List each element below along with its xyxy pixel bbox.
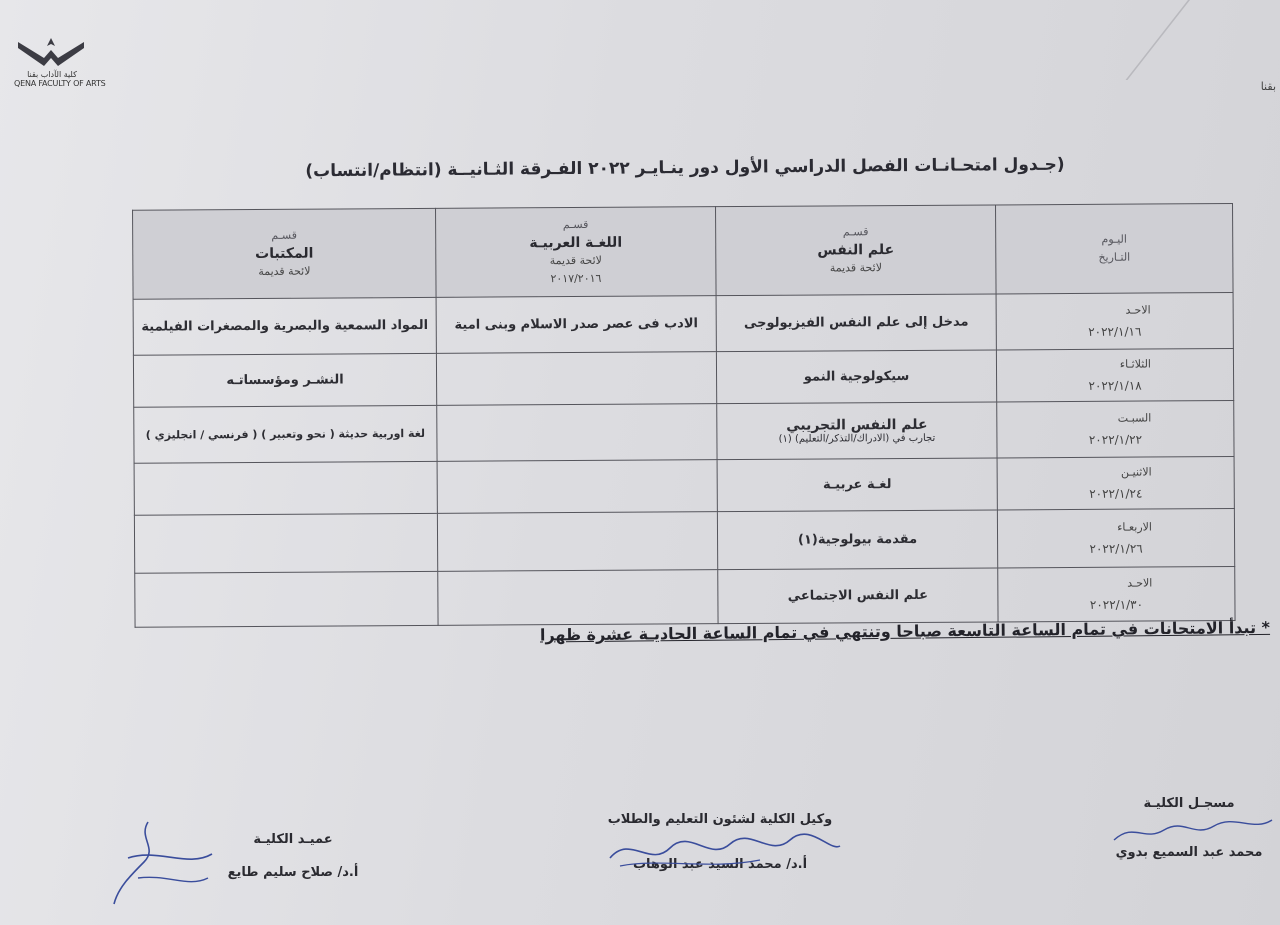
- registrar-signature-icon: [1104, 812, 1274, 852]
- corner-text: بقنا: [1260, 80, 1276, 93]
- table-header-row: [133, 204, 1234, 300]
- dean-signature-block: [208, 832, 378, 880]
- document-title: (جـدول امتحـانـات الفصل الدراسي الأول دور ينـايـر ٢٠٢٢ الفـرقة الثـانيــة (انتظام/انتساب): [305, 154, 1065, 182]
- arabic-course: [438, 570, 718, 626]
- table-row: [134, 400, 1234, 463]
- vice-dean-signature-block: [590, 812, 850, 872]
- header-libraries: قسـم المكتبات لائحة قديمة: [133, 208, 437, 299]
- table-row: [134, 456, 1234, 515]
- arabic-course: [437, 460, 717, 514]
- header-arabic: قسـم اللغـة العربيـة لائحة قديمة ٢٠١٧/٢٠١٦: [436, 207, 717, 298]
- date-cell: الاثنيـن ٢٠٢٢/١/٢٤: [997, 456, 1234, 509]
- table-row: [133, 293, 1233, 356]
- arabic-course: [437, 404, 717, 462]
- libraries-course: [135, 571, 438, 627]
- date-header: اليـوم التـاريخ: [996, 204, 1234, 294]
- page-edge: [1125, 0, 1280, 80]
- libraries-course: لغة اوربية حديثة ( نحو وتعبير ) ( فرنسي / انجليزي ): [134, 405, 437, 463]
- psychology-course: مقدمة بيولوجية(١): [717, 510, 997, 570]
- libraries-course: المواد السمعية والبصرية والمصغرات الفيلمية: [133, 297, 436, 355]
- libraries-course: [134, 461, 437, 515]
- registrar-name: محمد عبد السميع بدوي: [1115, 845, 1263, 860]
- libraries-course: النشـر ومؤسساتـه: [133, 353, 436, 407]
- psychology-course: لغـة عربيـة: [717, 458, 997, 512]
- dean-signature-icon: [108, 818, 218, 908]
- table-row: [133, 349, 1233, 408]
- libraries-course: [134, 513, 437, 573]
- exam-time-note: * تبدأ الامتحانات في تمام الساعة التاسعة صباحا وتنتهي في تمام الساعة الحاديـة عشرة ظهرا: [539, 617, 1271, 645]
- arabic-course: [437, 512, 717, 572]
- arabic-course: الادب فى عصر صدر الاسلام وبنى امية: [436, 296, 716, 354]
- table-row: [134, 508, 1234, 573]
- vice-dean-name: أ.د/ محمد السيد عبد الوهاب: [632, 857, 808, 872]
- psychology-course: علم النفس التجريبي تجارب في (الادراك/التذكر/التعليم) (١): [717, 402, 997, 460]
- arabic-course: [436, 352, 716, 406]
- psychology-course: مدخل إلى علم النفس الفيزيولوجى: [716, 294, 996, 352]
- exam-schedule-table: [132, 203, 1236, 628]
- faculty-logo: [14, 36, 106, 92]
- vice-dean-signature-icon: [590, 828, 850, 874]
- dean-name: أ.د/ صلاح سليم طايع: [227, 865, 359, 880]
- vice-dean-role: وكيل الكلية لشئون التعليم والطلاب: [607, 812, 833, 827]
- psychology-course: علم النفس الاجتماعي: [718, 568, 998, 624]
- table-row: [135, 566, 1235, 627]
- registrar-signature-block: [1104, 796, 1274, 860]
- date-cell: السبـت ٢٠٢٢/١/٢٢: [997, 400, 1234, 457]
- date-cell: الاحـد ٢٠٢٢/١/٣٠: [998, 566, 1235, 621]
- date-cell: الثلاثـاء ٢٠٢٢/١/١٨: [996, 349, 1233, 402]
- registrar-role: مسجـل الكليـة: [1143, 796, 1235, 811]
- date-cell: الاربعـاء ٢٠٢٢/١/٢٦: [997, 508, 1234, 567]
- header-psychology: قسـم علم النفس لائحة قديمة: [716, 205, 997, 296]
- dean-role: عميـد الكليـة: [253, 832, 333, 847]
- logo-text: كلية الآداب بقنا QENA FACULTY OF ARTS: [14, 70, 106, 88]
- book-logo-icon: [14, 36, 88, 70]
- psychology-course: سيكولوجية النمو: [716, 350, 996, 404]
- date-cell: الاحـد ٢٠٢٢/١/١٦: [996, 293, 1233, 350]
